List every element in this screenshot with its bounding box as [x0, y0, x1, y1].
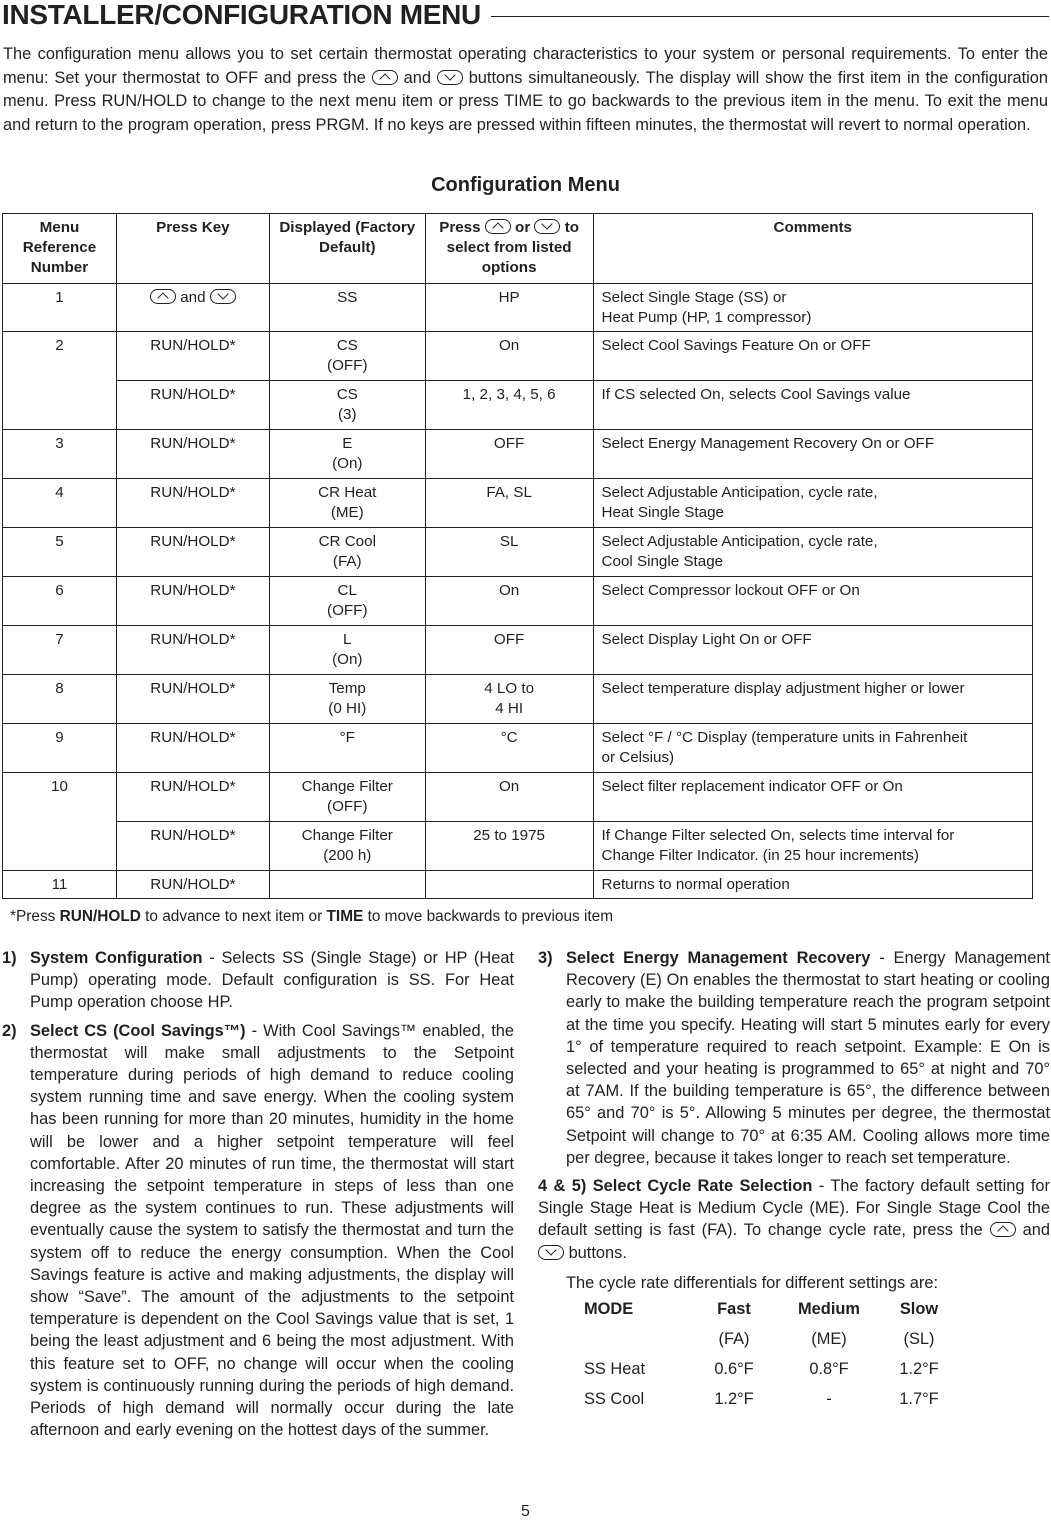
- displayed-value: CR Cool: [318, 533, 376, 550]
- title-rule: [491, 16, 1049, 17]
- cell-key: RUN/HOLD*: [116, 381, 269, 430]
- cell-options: 1, 2, 3, 4, 5, 6: [425, 381, 593, 430]
- displayed-value: CR Heat: [318, 484, 377, 501]
- cell-displayed: [269, 332, 425, 381]
- cell-ref: 10: [3, 773, 117, 871]
- cell-key-and: and: [180, 289, 206, 306]
- header-or-label: or: [515, 219, 531, 236]
- cell-options: OFF: [425, 430, 593, 479]
- footnote-text: *Press: [10, 908, 56, 925]
- comment-line: Cool Single Stage: [601, 553, 724, 570]
- displayed-value: Change Filter: [301, 778, 393, 795]
- table-row: [3, 822, 1033, 871]
- cell-displayed: °F: [269, 724, 425, 773]
- cell-options: On: [425, 332, 593, 381]
- down-arrow-button-icon: [437, 70, 463, 85]
- cycle-header-fast: Fast: [717, 1300, 751, 1319]
- cell-ref: 7: [3, 626, 117, 675]
- cell-ref: 2: [3, 332, 117, 430]
- table-row: [3, 332, 1033, 381]
- header-ref: Menu Reference Number: [3, 214, 117, 284]
- cycle-mode: SS Cool: [584, 1390, 645, 1409]
- cell-comment: [593, 284, 1032, 332]
- cell-key: RUN/HOLD*: [116, 773, 269, 822]
- header-comments: Comments: [593, 214, 1032, 284]
- footnote-text: to move backwards to previous item: [367, 908, 614, 925]
- up-arrow-button-icon: [150, 289, 176, 304]
- table-footnote: [10, 908, 613, 926]
- cell-comment: Returns to normal operation: [593, 871, 1032, 899]
- header-key: Press Key: [116, 214, 269, 284]
- table-header-row: [3, 214, 1033, 284]
- header-press-label: Press: [439, 219, 481, 236]
- cycle-value: 1.2°F: [899, 1360, 939, 1379]
- cell-options: 25 to 1975: [425, 822, 593, 871]
- cell-options: On: [425, 773, 593, 822]
- header-select-label: to select from listed options: [446, 219, 580, 276]
- cell-comment: [593, 479, 1032, 528]
- cell-displayed: [269, 479, 425, 528]
- displayed-default: (3): [337, 406, 357, 423]
- cycle-value: 1.7°F: [899, 1390, 939, 1409]
- cell-key: RUN/HOLD*: [116, 528, 269, 577]
- table-row: [3, 284, 1033, 332]
- cell-displayed: SS: [269, 284, 425, 332]
- section-text: - Selects SS (Single Stage) or HP (Heat Pump) operating mode. Default configuration is SS. For Heat Pump operation choose HP.: [30, 949, 514, 1012]
- cell-displayed: [269, 822, 425, 871]
- cell-comment: Select Display Light On or OFF: [593, 626, 1032, 675]
- footnote-key-runhold: RUN/HOLD: [59, 908, 141, 925]
- cell-displayed: [269, 381, 425, 430]
- header-displayed: Displayed (Factory Default): [269, 214, 425, 284]
- cell-ref: 9: [3, 724, 117, 773]
- section-text: - Energy Management Recovery (E) On enables the thermostat to start heating or cooling early to make the building temperature reach the program setpoint at the time you specify. Heating will start 5 minutes early for every 1° of temperature required to reach setpoint. Example: E On is selected and your heating is programmed to 65° at night and 70° at 7AM. If the building temperature is 65°, the difference between 65° and 70° is 5°. Allowing 5 minutes per degree, the thermostat Setpoint will change to 70° at 6:35 AM. Cooling allows more time per degree, because it takes longer to reach set temperature.: [566, 949, 1050, 1167]
- cell-key: RUN/HOLD*: [116, 479, 269, 528]
- section-number: 2): [2, 1021, 17, 1040]
- cycle-value: -: [826, 1390, 832, 1409]
- footnote-text: to advance to next item or: [145, 908, 323, 925]
- cycle-code: [584, 1324, 694, 1354]
- cell-key: RUN/HOLD*: [116, 724, 269, 773]
- comment-line: Select Adjustable Anticipation, cycle rate,: [601, 533, 878, 550]
- cycle-table-row: [584, 1384, 954, 1414]
- table-row: [3, 626, 1033, 675]
- section-cycle-rate: [538, 1175, 1050, 1414]
- cell-options: OFF: [425, 626, 593, 675]
- cycle-table-codes: [584, 1324, 954, 1354]
- cell-ref: 8: [3, 675, 117, 724]
- table-row: [3, 577, 1033, 626]
- cycle-header-slow: Slow: [899, 1300, 939, 1319]
- cell-displayed: [269, 675, 425, 724]
- section-cool-savings: [2, 1020, 514, 1442]
- displayed-value: CS: [336, 386, 358, 403]
- section-number: 3): [538, 949, 553, 967]
- intro-text-2: and: [403, 68, 431, 87]
- section-system-configuration: [2, 947, 514, 1014]
- table-row: [3, 871, 1033, 899]
- cycle-value: 0.8°F: [809, 1360, 849, 1379]
- up-arrow-button-icon: [485, 219, 511, 234]
- cell-key: RUN/HOLD*: [116, 577, 269, 626]
- displayed-default: (200 h): [323, 847, 372, 864]
- section-number: 1): [2, 949, 17, 967]
- displayed-value: L: [343, 631, 352, 648]
- cell-comment: Select Cool Savings Feature On or OFF: [593, 332, 1032, 381]
- cycle-code: (SL): [903, 1330, 935, 1349]
- section-number: 4 & 5): [538, 1177, 587, 1196]
- cell-key: RUN/HOLD*: [116, 430, 269, 479]
- displayed-default: (OFF): [327, 357, 368, 374]
- cycle-rate-table: [584, 1294, 954, 1414]
- displayed-default: (ME): [330, 504, 364, 521]
- displayed-default: (On): [332, 651, 363, 668]
- intro-text-1: The configuration menu allows you to set certain thermostat operating characteristics to your system or personal requirements. To enter the menu: Set your thermostat to OFF and press the: [3, 45, 1048, 87]
- cycle-mode: SS Heat: [584, 1360, 646, 1379]
- page-title: INSTALLER/CONFIGURATION MENU: [2, 0, 481, 30]
- cell-options: °C: [425, 724, 593, 773]
- table-row: [3, 724, 1033, 773]
- cycle-rate-intro: The cycle rate differentials for different settings are:: [566, 1273, 939, 1292]
- option-line: 4 HI: [495, 700, 524, 717]
- comment-line: Heat Pump (HP, 1 compressor): [601, 309, 812, 326]
- displayed-value: CL: [337, 582, 357, 599]
- title-row: [2, 0, 1049, 30]
- cell-comment: Select temperature display adjustment higher or lower: [593, 675, 1032, 724]
- cell-comment: If CS selected On, selects Cool Savings value: [593, 381, 1032, 430]
- cell-options: FA, SL: [425, 479, 593, 528]
- cell-options: [425, 675, 593, 724]
- displayed-default: (0 HI): [328, 700, 367, 717]
- left-column: [2, 947, 514, 1447]
- page-number: 5: [521, 1503, 530, 1520]
- header-press-options: [425, 214, 593, 284]
- cycle-table-header: [584, 1294, 954, 1324]
- cell-key: [116, 284, 269, 332]
- cell-ref: 3: [3, 430, 117, 479]
- comment-line: Select Adjustable Anticipation, cycle rate,: [601, 484, 878, 501]
- comment-line: or Celsius): [601, 749, 675, 766]
- section-body: [538, 1175, 1050, 1414]
- intro-text-3: buttons simultaneously. The display will show the first item in the configuration menu. Press RUN/HOLD to change to the next menu item or press TIME to go backwards to the previous item in the menu. To exit the menu and return to the program operation, press PRGM. If no keys are pressed within fifteen minutes, the thermostat will revert to normal operation.: [3, 68, 1049, 134]
- displayed-default: (FA): [332, 553, 362, 570]
- section-text: - The factory default setting for Single Stage Heat is Medium Cycle (ME). For Single Stage Cool the default setting is fast (FA). To change cycle rate, press the: [538, 1177, 1050, 1240]
- comment-line: Heat Single Stage: [601, 504, 724, 521]
- cycle-header-mode: MODE: [584, 1300, 634, 1319]
- displayed-default: (On): [332, 455, 363, 472]
- cell-options: HP: [425, 284, 593, 332]
- section-heading: Select CS (Cool Savings™): [30, 1021, 246, 1040]
- cell-displayed: [269, 577, 425, 626]
- down-arrow-button-icon: [534, 219, 560, 234]
- cell-ref: 6: [3, 577, 117, 626]
- intro-paragraph: [3, 43, 1048, 137]
- option-line: 4 LO to: [484, 680, 535, 697]
- section-heading: Select Energy Management Recovery: [566, 949, 871, 967]
- section-body: [30, 947, 514, 1014]
- cell-displayed: [269, 528, 425, 577]
- displayed-value: CS: [336, 337, 358, 354]
- down-arrow-button-icon: [210, 289, 236, 304]
- up-arrow-button-icon: [372, 70, 398, 85]
- table-row: [3, 479, 1033, 528]
- cell-displayed: [269, 871, 425, 899]
- displayed-value: E: [342, 435, 353, 452]
- section-text: and: [1022, 1221, 1050, 1240]
- table-row: [3, 381, 1033, 430]
- cell-key: RUN/HOLD*: [116, 871, 269, 899]
- cell-displayed: [269, 430, 425, 479]
- displayed-default: (OFF): [327, 602, 368, 619]
- table-row: [3, 430, 1033, 479]
- cell-comment: [593, 724, 1032, 773]
- section-heading: System Configuration: [30, 949, 203, 967]
- cycle-header-medium: Medium: [798, 1300, 860, 1319]
- cell-comment: Select Energy Management Recovery On or OFF: [593, 430, 1032, 479]
- cell-key: RUN/HOLD*: [116, 822, 269, 871]
- cell-ref: 11: [3, 871, 117, 899]
- cycle-code: (ME): [811, 1330, 847, 1349]
- cycle-value: 0.6°F: [714, 1360, 754, 1379]
- section-body: [566, 947, 1050, 1169]
- cell-comment: [593, 528, 1032, 577]
- cycle-code: (FA): [718, 1330, 750, 1349]
- cycle-table-row: [584, 1354, 954, 1384]
- cell-comment: Select filter replacement indicator OFF or On: [593, 773, 1032, 822]
- displayed-default: (OFF): [327, 798, 368, 815]
- up-arrow-button-icon: [990, 1222, 1016, 1237]
- cell-displayed: [269, 626, 425, 675]
- configuration-menu-table: [2, 213, 1033, 899]
- section-body: [30, 1020, 514, 1442]
- cell-options: [425, 871, 593, 899]
- cell-ref: 1: [3, 284, 117, 332]
- table-row: [3, 773, 1033, 822]
- down-arrow-button-icon: [538, 1245, 564, 1260]
- cell-key: RUN/HOLD*: [116, 626, 269, 675]
- footnote-key-time: TIME: [326, 908, 364, 925]
- section-text: - With Cool Savings™ enabled, the thermostat will make small adjustments to the Setpoint temperature during periods of high demand to reduce cooling system running time and save energy. When the cooling system has been running for more than 20 minutes, humidity in the home will be lower and a higher setpoint temperature will feel comfortable. After 20 minutes of run time, the thermostat will start increasing the setpoint temperature in steps of less than one degree as the system continues to run. These adjustments will eventually cause the system to satisfy the thermostat and turn the system off to reduce the energy consumption. When the Cool Savings feature is active and making adjustments, the display will show “Save”. The amount of the adjustments to the setpoint temperature is dependent on the Cool Savings value that is set, 1 being the least adjustment and 6 being the most adjustment. With this feature set to OFF, no change will occur when the cooling system is continuously running during the periods of high demand. Periods of high demand will normally occur during the late afternoon and early evening on the hottest days of the summer.: [30, 1021, 514, 1440]
- cell-options: On: [425, 577, 593, 626]
- cycle-value: 1.2°F: [714, 1390, 754, 1409]
- cell-comment: Select Compressor lockout OFF or On: [593, 577, 1032, 626]
- comment-line: Select °F / °C Display (temperature units in Fahrenheit: [601, 729, 968, 746]
- comment-line: Change Filter Indicator. (in 25 hour increments): [601, 847, 919, 864]
- cell-key: RUN/HOLD*: [116, 332, 269, 381]
- configuration-menu-title: Configuration Menu: [431, 174, 620, 196]
- comment-line: If Change Filter selected On, selects time interval for: [601, 827, 955, 844]
- table-row: [3, 528, 1033, 577]
- cell-key: RUN/HOLD*: [116, 675, 269, 724]
- cell-ref: 4: [3, 479, 117, 528]
- cell-ref: 5: [3, 528, 117, 577]
- displayed-value: Temp: [328, 680, 366, 697]
- displayed-value: Change Filter: [301, 827, 393, 844]
- right-column: [538, 947, 1050, 1420]
- comment-line: Select Single Stage (SS) or: [601, 289, 787, 306]
- section-heading: Select Cycle Rate Selection: [592, 1177, 813, 1196]
- cell-displayed: [269, 773, 425, 822]
- section-energy-management: [538, 947, 1050, 1169]
- cell-options: SL: [425, 528, 593, 577]
- cell-comment: [593, 822, 1032, 871]
- table-row: [3, 675, 1033, 724]
- section-text: buttons.: [568, 1243, 627, 1262]
